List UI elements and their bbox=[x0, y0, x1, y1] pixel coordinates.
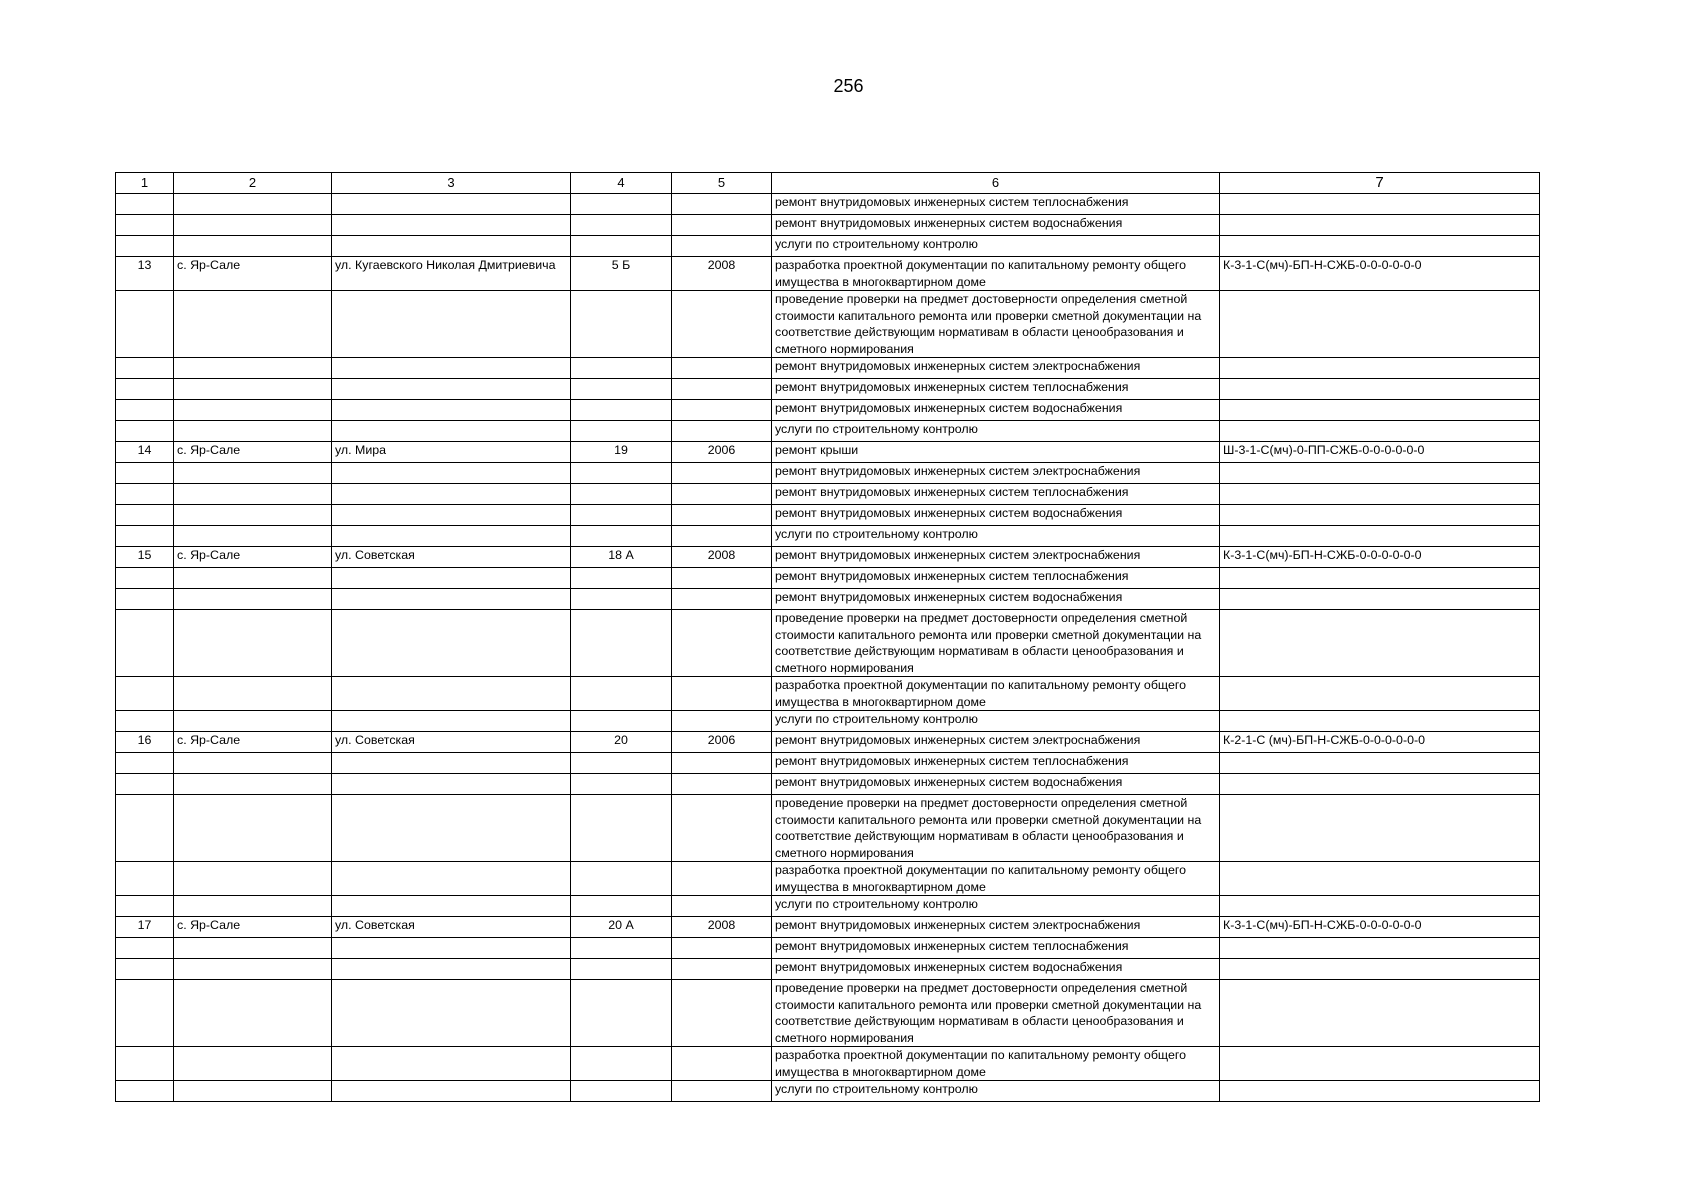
work-type-cell: разработка проектной документации по капитальному ремонту общего имущества в многоквартирном доме bbox=[772, 677, 1220, 711]
row-number-cell bbox=[116, 484, 174, 505]
table-row bbox=[116, 379, 1540, 400]
street-cell bbox=[332, 677, 571, 711]
year-cell bbox=[672, 463, 772, 484]
row-number-cell bbox=[116, 421, 174, 442]
row-number-cell bbox=[116, 610, 174, 677]
row-number-cell bbox=[116, 959, 174, 980]
street-cell: ул. Кугаевского Николая Дмитриевича bbox=[332, 257, 571, 291]
settlement-cell: с. Яр-Сале bbox=[174, 547, 332, 568]
street-cell: ул. Мира bbox=[332, 442, 571, 463]
code-cell bbox=[1220, 795, 1540, 862]
work-type-cell: ремонт внутридомовых инженерных систем теплоснабжения bbox=[772, 379, 1220, 400]
street-cell bbox=[332, 1081, 571, 1102]
row-number-cell: 17 bbox=[116, 917, 174, 938]
work-type-cell: ремонт внутридомовых инженерных систем водоснабжения bbox=[772, 505, 1220, 526]
street-cell: ул. Советская bbox=[332, 917, 571, 938]
year-cell bbox=[672, 236, 772, 257]
table-row bbox=[116, 589, 1540, 610]
year-cell bbox=[672, 484, 772, 505]
table-row bbox=[116, 677, 1540, 711]
table-row bbox=[116, 484, 1540, 505]
house-number-cell bbox=[571, 526, 672, 547]
year-cell bbox=[672, 1047, 772, 1081]
house-number-cell: 18 А bbox=[571, 547, 672, 568]
column-header-row bbox=[116, 173, 1540, 194]
code-cell bbox=[1220, 400, 1540, 421]
code-cell bbox=[1220, 463, 1540, 484]
street-cell bbox=[332, 463, 571, 484]
house-number-cell bbox=[571, 379, 672, 400]
table-row bbox=[116, 896, 1540, 917]
table-row bbox=[116, 980, 1540, 1047]
table-row bbox=[116, 610, 1540, 677]
year-cell bbox=[672, 610, 772, 677]
code-cell bbox=[1220, 589, 1540, 610]
work-type-cell: услуги по строительному контролю bbox=[772, 896, 1220, 917]
column-header: 3 bbox=[332, 173, 571, 194]
settlement-cell: с. Яр-Сале bbox=[174, 257, 332, 291]
house-number-cell: 19 bbox=[571, 442, 672, 463]
table-row bbox=[116, 711, 1540, 732]
settlement-cell bbox=[174, 938, 332, 959]
work-type-cell: ремонт крыши bbox=[772, 442, 1220, 463]
table-row bbox=[116, 236, 1540, 257]
work-type-cell: проведение проверки на предмет достоверности определения сметной стоимости капитального ремонта или проверки сметной документации на соответствие действующим нормативам в области ценообразования и сметного нормирования bbox=[772, 291, 1220, 358]
code-cell: К-2-1-С (мч)-БП-Н-СЖБ-0-0-0-0-0-0 bbox=[1220, 732, 1540, 753]
table-row bbox=[116, 194, 1540, 215]
house-number-cell bbox=[571, 484, 672, 505]
work-type-cell: ремонт внутридомовых инженерных систем водоснабжения bbox=[772, 774, 1220, 795]
house-number-cell: 20 bbox=[571, 732, 672, 753]
table-row bbox=[116, 1081, 1540, 1102]
house-number-cell: 20 А bbox=[571, 917, 672, 938]
row-number-cell bbox=[116, 1081, 174, 1102]
code-cell bbox=[1220, 484, 1540, 505]
row-number-cell bbox=[116, 862, 174, 896]
settlement-cell bbox=[174, 774, 332, 795]
street-cell bbox=[332, 774, 571, 795]
table-row bbox=[116, 917, 1540, 938]
street-cell bbox=[332, 938, 571, 959]
street-cell bbox=[332, 484, 571, 505]
street-cell bbox=[332, 795, 571, 862]
settlement-cell bbox=[174, 421, 332, 442]
settlement-cell bbox=[174, 526, 332, 547]
row-number-cell bbox=[116, 463, 174, 484]
code-cell bbox=[1220, 896, 1540, 917]
house-number-cell bbox=[571, 358, 672, 379]
table-row bbox=[116, 795, 1540, 862]
code-cell bbox=[1220, 938, 1540, 959]
row-number-cell: 16 bbox=[116, 732, 174, 753]
work-type-cell: разработка проектной документации по капитальному ремонту общего имущества в многоквартирном доме bbox=[772, 257, 1220, 291]
year-cell bbox=[672, 711, 772, 732]
code-cell bbox=[1220, 505, 1540, 526]
house-number-cell bbox=[571, 896, 672, 917]
row-number-cell bbox=[116, 291, 174, 358]
settlement-cell bbox=[174, 589, 332, 610]
code-cell bbox=[1220, 215, 1540, 236]
street-cell bbox=[332, 862, 571, 896]
work-type-cell: ремонт внутридомовых инженерных систем электроснабжения bbox=[772, 358, 1220, 379]
table-row bbox=[116, 215, 1540, 236]
work-type-cell: ремонт внутридомовых инженерных систем теплоснабжения bbox=[772, 194, 1220, 215]
column-header: 2 bbox=[174, 173, 332, 194]
table-row bbox=[116, 959, 1540, 980]
settlement-cell bbox=[174, 505, 332, 526]
house-number-cell bbox=[571, 589, 672, 610]
code-cell bbox=[1220, 379, 1540, 400]
code-cell bbox=[1220, 774, 1540, 795]
works-table bbox=[115, 172, 1540, 1102]
year-cell: 2008 bbox=[672, 917, 772, 938]
code-cell bbox=[1220, 980, 1540, 1047]
street-cell: ул. Советская bbox=[332, 732, 571, 753]
table-row bbox=[116, 442, 1540, 463]
year-cell: 2008 bbox=[672, 547, 772, 568]
settlement-cell bbox=[174, 400, 332, 421]
house-number-cell bbox=[571, 862, 672, 896]
row-number-cell bbox=[116, 753, 174, 774]
work-type-cell: ремонт внутридомовых инженерных систем водоснабжения bbox=[772, 589, 1220, 610]
year-cell bbox=[672, 1081, 772, 1102]
house-number-cell bbox=[571, 1047, 672, 1081]
street-cell bbox=[332, 568, 571, 589]
street-cell bbox=[332, 526, 571, 547]
settlement-cell bbox=[174, 194, 332, 215]
house-number-cell bbox=[571, 980, 672, 1047]
code-cell: К-3-1-С(мч)-БП-Н-СЖБ-0-0-0-0-0-0 bbox=[1220, 547, 1540, 568]
table-row bbox=[116, 732, 1540, 753]
code-cell bbox=[1220, 959, 1540, 980]
row-number-cell bbox=[116, 400, 174, 421]
year-cell: 2008 bbox=[672, 257, 772, 291]
row-number-cell bbox=[116, 215, 174, 236]
street-cell bbox=[332, 610, 571, 677]
work-type-cell: ремонт внутридомовых инженерных систем теплоснабжения bbox=[772, 753, 1220, 774]
table-row bbox=[116, 505, 1540, 526]
row-number-cell: 14 bbox=[116, 442, 174, 463]
settlement-cell bbox=[174, 753, 332, 774]
house-number-cell bbox=[571, 463, 672, 484]
year-cell bbox=[672, 753, 772, 774]
settlement-cell: с. Яр-Сале bbox=[174, 917, 332, 938]
work-type-cell: ремонт внутридомовых инженерных систем теплоснабжения bbox=[772, 568, 1220, 589]
year-cell bbox=[672, 795, 772, 862]
year-cell bbox=[672, 589, 772, 610]
year-cell bbox=[672, 358, 772, 379]
year-cell bbox=[672, 774, 772, 795]
code-cell: К-3-1-С(мч)-БП-Н-СЖБ-0-0-0-0-0-0 bbox=[1220, 917, 1540, 938]
settlement-cell bbox=[174, 795, 332, 862]
street-cell bbox=[332, 959, 571, 980]
row-number-cell bbox=[116, 358, 174, 379]
row-number-cell bbox=[116, 236, 174, 257]
column-header: 4 bbox=[571, 173, 672, 194]
settlement-cell: с. Яр-Сале bbox=[174, 442, 332, 463]
year-cell bbox=[672, 526, 772, 547]
code-cell bbox=[1220, 610, 1540, 677]
code-cell bbox=[1220, 421, 1540, 442]
work-type-cell: услуги по строительному контролю bbox=[772, 421, 1220, 442]
code-cell bbox=[1220, 358, 1540, 379]
table-row bbox=[116, 421, 1540, 442]
table-row bbox=[116, 358, 1540, 379]
row-number-cell bbox=[116, 379, 174, 400]
row-number-cell bbox=[116, 938, 174, 959]
work-type-cell: ремонт внутридомовых инженерных систем водоснабжения bbox=[772, 959, 1220, 980]
code-cell bbox=[1220, 526, 1540, 547]
work-type-cell: ремонт внутридомовых инженерных систем электроснабжения bbox=[772, 547, 1220, 568]
row-number-cell bbox=[116, 1047, 174, 1081]
year-cell bbox=[672, 194, 772, 215]
table-row bbox=[116, 526, 1540, 547]
row-number-cell bbox=[116, 526, 174, 547]
work-type-cell: проведение проверки на предмет достоверности определения сметной стоимости капитального ремонта или проверки сметной документации на соответствие действующим нормативам в области ценообразования и сметного нормирования bbox=[772, 610, 1220, 677]
settlement-cell bbox=[174, 610, 332, 677]
work-type-cell: услуги по строительному контролю bbox=[772, 526, 1220, 547]
row-number-cell bbox=[116, 980, 174, 1047]
year-cell bbox=[672, 215, 772, 236]
work-type-cell: проведение проверки на предмет достоверности определения сметной стоимости капитального ремонта или проверки сметной документации на соответствие действующим нормативам в области ценообразования и сметного нормирования bbox=[772, 795, 1220, 862]
street-cell bbox=[332, 379, 571, 400]
street-cell bbox=[332, 421, 571, 442]
year-cell bbox=[672, 896, 772, 917]
year-cell bbox=[672, 862, 772, 896]
code-cell bbox=[1220, 291, 1540, 358]
work-type-cell: ремонт внутридомовых инженерных систем теплоснабжения bbox=[772, 938, 1220, 959]
year-cell bbox=[672, 959, 772, 980]
row-number-cell bbox=[116, 896, 174, 917]
settlement-cell bbox=[174, 379, 332, 400]
page-number: 256 bbox=[833, 76, 864, 96]
year-cell bbox=[672, 379, 772, 400]
table-row bbox=[116, 1047, 1540, 1081]
settlement-cell bbox=[174, 463, 332, 484]
settlement-cell bbox=[174, 980, 332, 1047]
row-number-cell bbox=[116, 795, 174, 862]
house-number-cell bbox=[571, 959, 672, 980]
row-number-cell bbox=[116, 194, 174, 215]
work-type-cell: услуги по строительному контролю bbox=[772, 711, 1220, 732]
house-number-cell bbox=[571, 795, 672, 862]
row-number-cell: 15 bbox=[116, 547, 174, 568]
street-cell bbox=[332, 980, 571, 1047]
work-type-cell: разработка проектной документации по капитальному ремонту общего имущества в многоквартирном доме bbox=[772, 862, 1220, 896]
work-type-cell: ремонт внутридомовых инженерных систем электроснабжения bbox=[772, 732, 1220, 753]
table-row bbox=[116, 547, 1540, 568]
house-number-cell bbox=[571, 610, 672, 677]
house-number-cell bbox=[571, 400, 672, 421]
row-number-cell bbox=[116, 589, 174, 610]
settlement-cell: с. Яр-Сале bbox=[174, 732, 332, 753]
year-cell: 2006 bbox=[672, 442, 772, 463]
house-number-cell bbox=[571, 421, 672, 442]
settlement-cell bbox=[174, 1081, 332, 1102]
street-cell bbox=[332, 236, 571, 257]
row-number-cell bbox=[116, 711, 174, 732]
code-cell: К-3-1-С(мч)-БП-Н-СЖБ-0-0-0-0-0-0 bbox=[1220, 257, 1540, 291]
house-number-cell bbox=[571, 1081, 672, 1102]
year-cell bbox=[672, 400, 772, 421]
year-cell bbox=[672, 677, 772, 711]
settlement-cell bbox=[174, 236, 332, 257]
year-cell bbox=[672, 568, 772, 589]
house-number-cell bbox=[571, 938, 672, 959]
street-cell bbox=[332, 896, 571, 917]
street-cell bbox=[332, 358, 571, 379]
code-cell bbox=[1220, 1047, 1540, 1081]
column-header: 1 bbox=[116, 173, 174, 194]
street-cell bbox=[332, 505, 571, 526]
year-cell bbox=[672, 291, 772, 358]
settlement-cell bbox=[174, 291, 332, 358]
work-type-cell: ремонт внутридомовых инженерных систем электроснабжения bbox=[772, 463, 1220, 484]
code-cell bbox=[1220, 711, 1540, 732]
settlement-cell bbox=[174, 568, 332, 589]
table-row bbox=[116, 753, 1540, 774]
settlement-cell bbox=[174, 1047, 332, 1081]
table-row bbox=[116, 463, 1540, 484]
street-cell bbox=[332, 711, 571, 732]
row-number-cell bbox=[116, 568, 174, 589]
table-row bbox=[116, 774, 1540, 795]
table-row bbox=[116, 257, 1540, 291]
house-number-cell bbox=[571, 753, 672, 774]
work-type-cell: услуги по строительному контролю bbox=[772, 236, 1220, 257]
street-cell bbox=[332, 1047, 571, 1081]
house-number-cell bbox=[571, 236, 672, 257]
code-cell: Ш-3-1-С(мч)-0-ПП-СЖБ-0-0-0-0-0-0 bbox=[1220, 442, 1540, 463]
house-number-cell: 5 Б bbox=[571, 257, 672, 291]
column-header: 5 bbox=[672, 173, 772, 194]
street-cell bbox=[332, 215, 571, 236]
settlement-cell bbox=[174, 358, 332, 379]
work-type-cell: ремонт внутридомовых инженерных систем теплоснабжения bbox=[772, 484, 1220, 505]
table-row bbox=[116, 938, 1540, 959]
code-cell bbox=[1220, 862, 1540, 896]
column-header: 7 bbox=[1220, 173, 1540, 194]
settlement-cell bbox=[174, 677, 332, 711]
settlement-cell bbox=[174, 959, 332, 980]
street-cell bbox=[332, 291, 571, 358]
settlement-cell bbox=[174, 862, 332, 896]
table-row bbox=[116, 862, 1540, 896]
house-number-cell bbox=[571, 711, 672, 732]
row-number-cell bbox=[116, 677, 174, 711]
table-row bbox=[116, 400, 1540, 421]
code-cell bbox=[1220, 753, 1540, 774]
settlement-cell bbox=[174, 896, 332, 917]
street-cell bbox=[332, 400, 571, 421]
year-cell bbox=[672, 505, 772, 526]
table-row bbox=[116, 568, 1540, 589]
table-body bbox=[116, 173, 1540, 1102]
street-cell bbox=[332, 194, 571, 215]
row-number-cell bbox=[116, 774, 174, 795]
work-type-cell: проведение проверки на предмет достоверности определения сметной стоимости капитального ремонта или проверки сметной документации на соответствие действующим нормативам в области ценообразования и сметного нормирования bbox=[772, 980, 1220, 1047]
code-cell bbox=[1220, 236, 1540, 257]
table-row bbox=[116, 291, 1540, 358]
year-cell: 2006 bbox=[672, 732, 772, 753]
row-number-cell: 13 bbox=[116, 257, 174, 291]
street-cell bbox=[332, 753, 571, 774]
year-cell bbox=[672, 421, 772, 442]
settlement-cell bbox=[174, 484, 332, 505]
column-header: 6 bbox=[772, 173, 1220, 194]
work-type-cell: ремонт внутридомовых инженерных систем водоснабжения bbox=[772, 215, 1220, 236]
work-type-cell: ремонт внутридомовых инженерных систем водоснабжения bbox=[772, 400, 1220, 421]
year-cell bbox=[672, 980, 772, 1047]
house-number-cell bbox=[571, 568, 672, 589]
house-number-cell bbox=[571, 505, 672, 526]
street-cell: ул. Советская bbox=[332, 547, 571, 568]
code-cell bbox=[1220, 194, 1540, 215]
house-number-cell bbox=[571, 774, 672, 795]
house-number-cell bbox=[571, 215, 672, 236]
settlement-cell bbox=[174, 711, 332, 732]
settlement-cell bbox=[174, 215, 332, 236]
work-type-cell: разработка проектной документации по капитальному ремонту общего имущества в многоквартирном доме bbox=[772, 1047, 1220, 1081]
work-type-cell: услуги по строительному контролю bbox=[772, 1081, 1220, 1102]
year-cell bbox=[672, 938, 772, 959]
code-cell bbox=[1220, 568, 1540, 589]
house-number-cell bbox=[571, 291, 672, 358]
code-cell bbox=[1220, 1081, 1540, 1102]
house-number-cell bbox=[571, 194, 672, 215]
house-number-cell bbox=[571, 677, 672, 711]
row-number-cell bbox=[116, 505, 174, 526]
code-cell bbox=[1220, 677, 1540, 711]
street-cell bbox=[332, 589, 571, 610]
work-type-cell: ремонт внутридомовых инженерных систем электроснабжения bbox=[772, 917, 1220, 938]
